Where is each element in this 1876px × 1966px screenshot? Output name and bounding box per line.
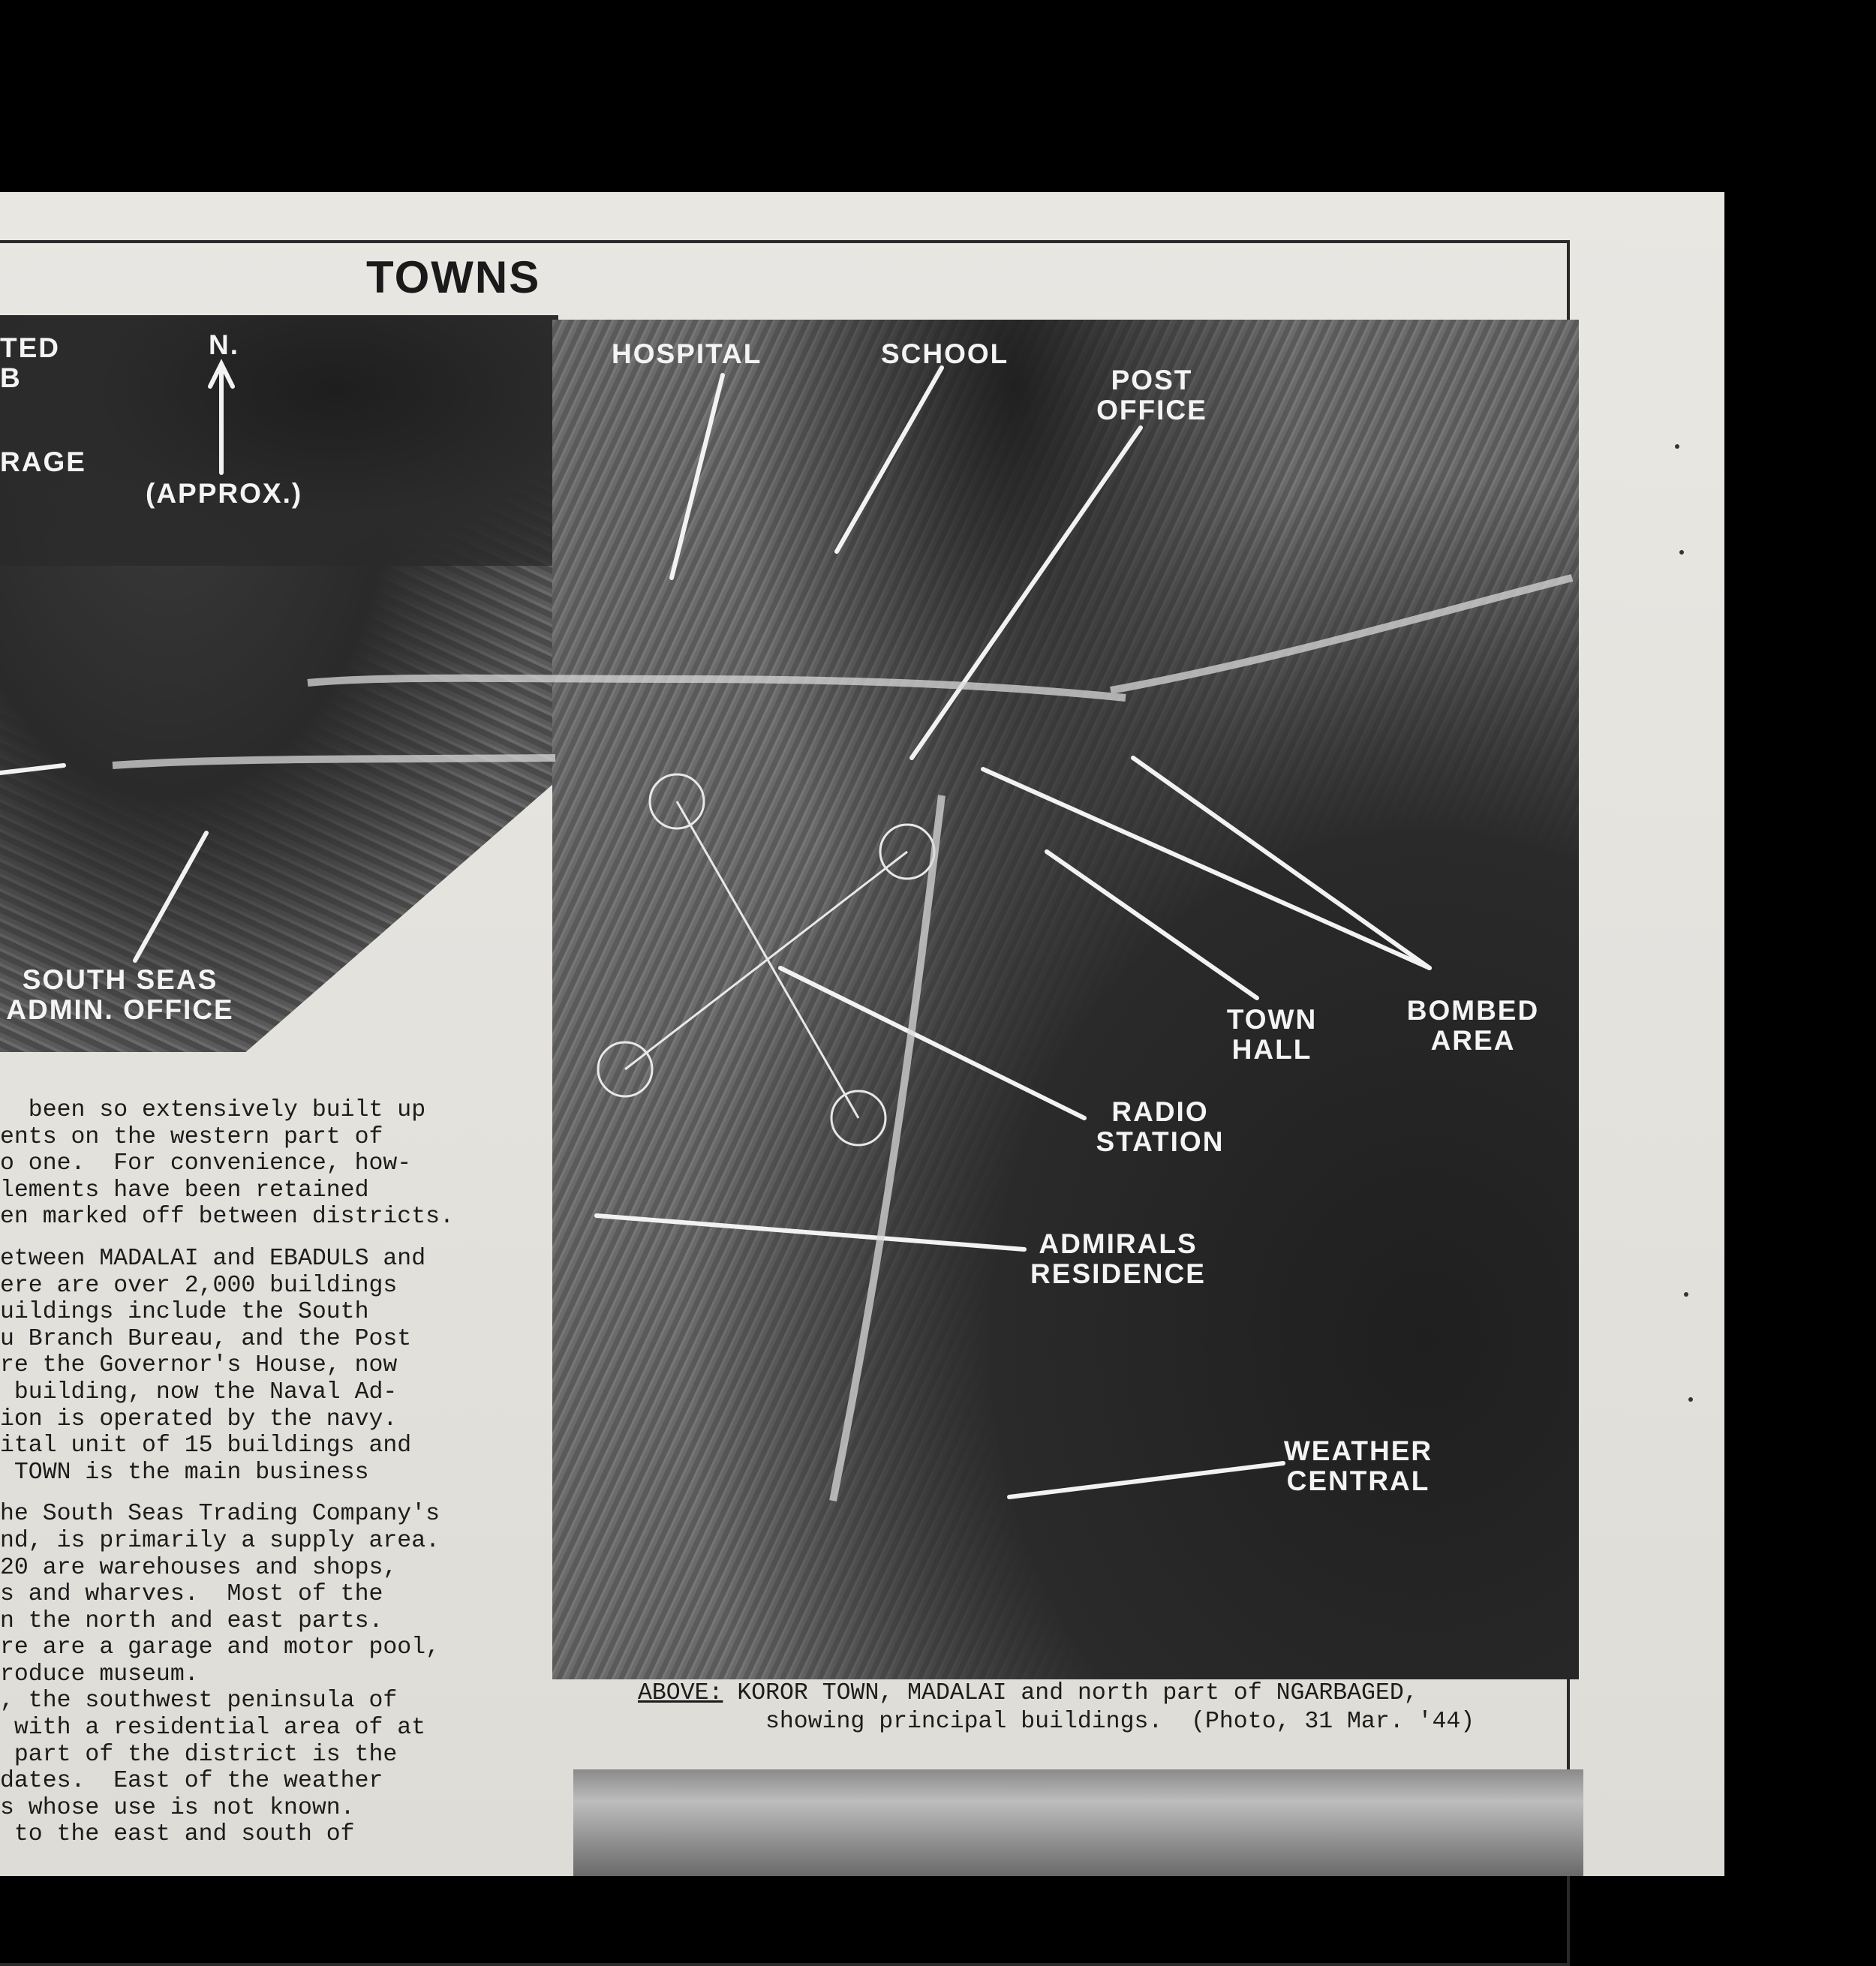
caption-above-label: ABOVE:: [638, 1680, 723, 1706]
binder-hole: [1684, 1292, 1688, 1297]
body-line: s whose use is not known.: [0, 1794, 355, 1821]
body-line: roduce museum.: [0, 1661, 199, 1688]
body-line: [0, 1231, 540, 1246]
forest-area: [0, 315, 558, 566]
body-line: lements have been retained: [0, 1177, 369, 1204]
body-line: [0, 1486, 540, 1501]
body-line: part of the district is the: [0, 1741, 398, 1768]
body-line: ere are over 2,000 buildings: [0, 1272, 398, 1299]
label-hospital: HOSPITAL: [612, 338, 762, 369]
body-line: etween MADALAI and EBADULS and: [0, 1245, 426, 1272]
label-radio-station: RADIO STATION: [1096, 1096, 1225, 1157]
body-text: [0, 1097, 540, 1848]
aerial-photo-lower: [573, 1769, 1583, 1876]
body-line: dates. East of the weather: [0, 1768, 383, 1795]
body-line: to the east and south of: [0, 1821, 355, 1848]
body-line: uildings include the South: [0, 1299, 369, 1326]
caption-line-1: KOROR TOWN, MADALAI and north part of NGARBAGED,: [723, 1680, 1418, 1706]
binder-hole: [1679, 550, 1684, 555]
label-post-office: POST OFFICE: [1096, 365, 1207, 425]
body-line: building, now the Naval Ad-: [0, 1378, 398, 1405]
body-line: 20 are warehouses and shops,: [0, 1554, 398, 1581]
body-line: o one. For convenience, how-: [0, 1150, 412, 1177]
body-line: , the southwest peninsula of: [0, 1688, 398, 1715]
label-admirals-residence: ADMIRALS RESIDENCE: [1030, 1228, 1206, 1289]
body-line: with a residential area of at: [0, 1715, 426, 1742]
photo-caption: [638, 1679, 1475, 1736]
body-line: ital unit of 15 buildings and: [0, 1432, 412, 1459]
label-b-fragment: B: [0, 362, 22, 393]
body-line: ents on the western part of: [0, 1123, 383, 1150]
label-rage: RAGE: [0, 446, 86, 477]
body-line: TOWN is the main business: [0, 1459, 369, 1486]
label-north: N.: [209, 329, 239, 360]
body-line: he South Seas Trading Company's: [0, 1501, 440, 1528]
label-approx: (APPROX.): [146, 478, 303, 509]
label-ted: TED: [0, 332, 60, 363]
label-bombed-area: BOMBED AREA: [1406, 995, 1540, 1056]
body-line: re the Governor's House, now: [0, 1352, 398, 1379]
label-weather-central: WEATHER CENTRAL: [1283, 1435, 1433, 1496]
body-line: been so extensively built up: [0, 1097, 426, 1123]
body-line: en marked off between districts.: [0, 1204, 454, 1231]
page-heading: TOWNS: [366, 252, 541, 302]
body-line: u Branch Bureau, and the Post: [0, 1325, 412, 1352]
body-line: s and wharves. Most of the: [0, 1581, 383, 1608]
label-school: SCHOOL: [881, 338, 1009, 369]
label-south-seas-admin: SOUTH SEAS ADMIN. OFFICE: [6, 964, 234, 1025]
body-line: nd, is primarily a supply area.: [0, 1527, 440, 1554]
body-line: ion is operated by the navy.: [0, 1405, 398, 1432]
caption-line-2: showing principal buildings. (Photo, 31 Mar. '44): [765, 1709, 1475, 1735]
body-line: re are a garage and motor pool,: [0, 1634, 440, 1661]
body-line: n the north and east parts.: [0, 1607, 383, 1634]
binder-hole: [1675, 444, 1679, 449]
label-town-hall: TOWN HALL: [1226, 1004, 1318, 1065]
binder-hole: [1688, 1397, 1693, 1402]
